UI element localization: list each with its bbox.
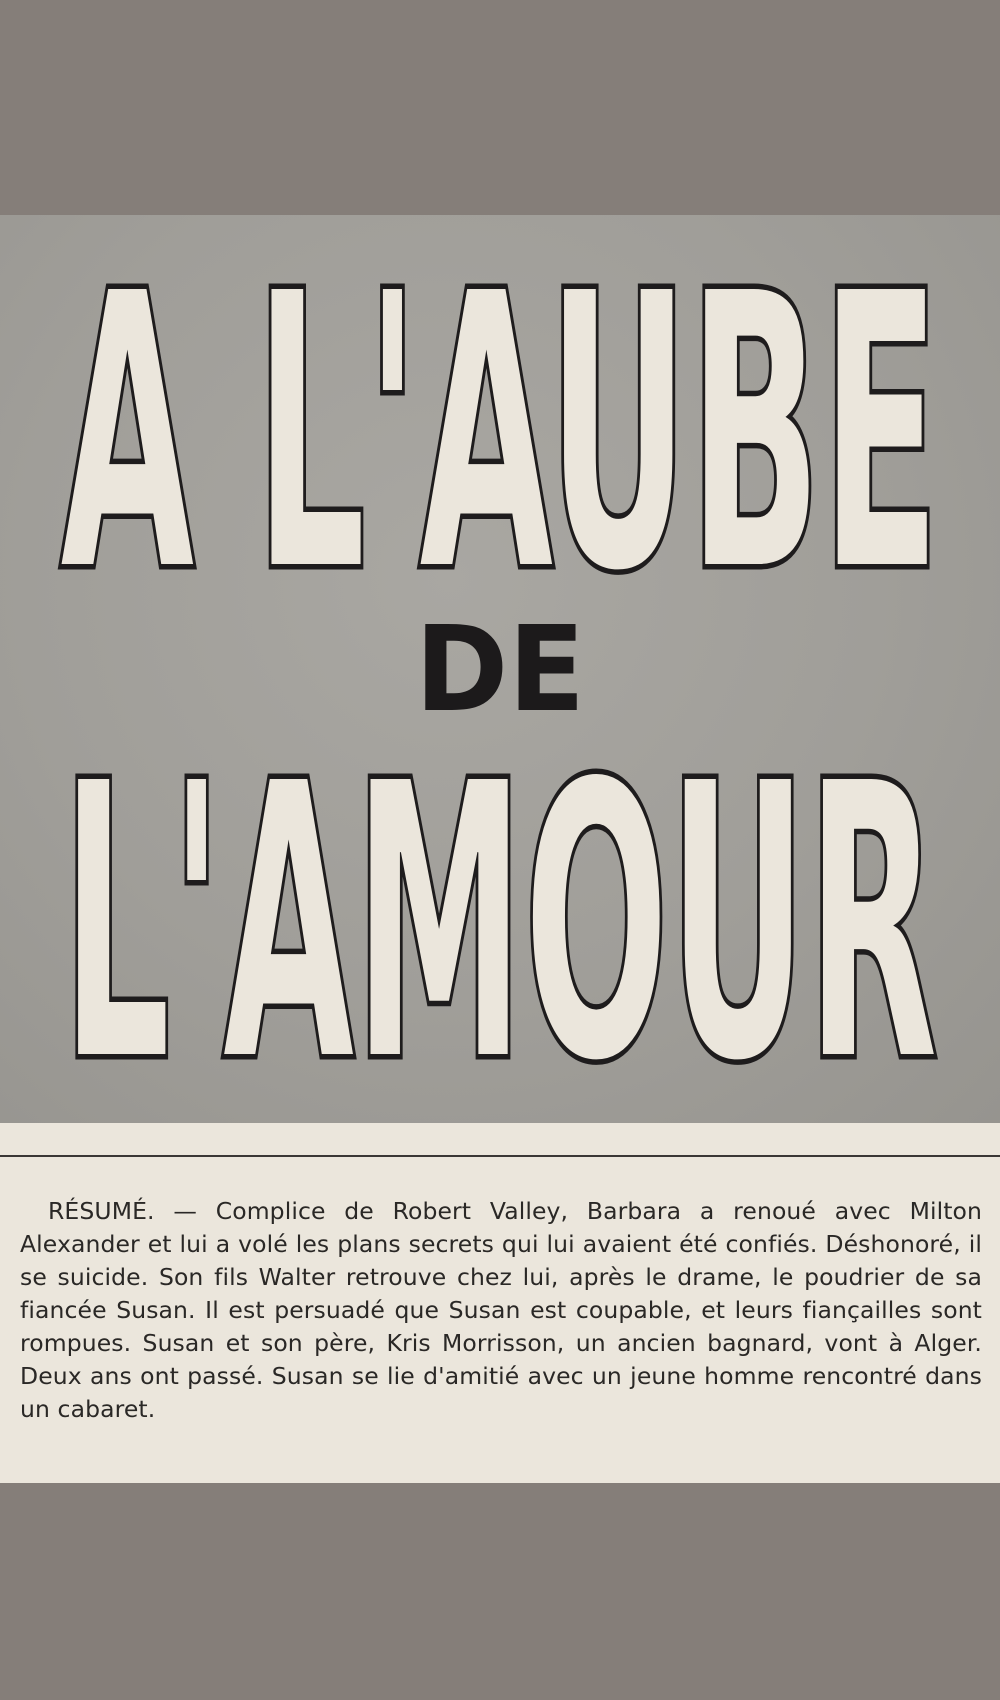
title-panel [0, 215, 1000, 1123]
summary-text: — Complice de Robert Valley, Barbara a renoué avec Milton Alexander et lui a volé les plans secrets qui lui avaient été confiés. Déshonoré, il se suicide. Son fils Walter retrouve chez lui, après le drame, le poudrier de sa fiancée Susan. Il est persuadé que Susan est coupable, et leurs fiançailles sont rompues. Susan et son père, Kris Morrisson, un ancien bagnard, vont à Alger. Deux ans ont passé. Susan se lie d'amitié avec un jeune homme rencontré dans un cabaret. [20, 1197, 982, 1423]
title-line-1: A L'AUBE [60, 215, 940, 655]
title-line-3: L'AMOUR [62, 702, 938, 1123]
summary-paragraph [20, 1195, 982, 1426]
divider-rule [0, 1155, 1000, 1157]
title-line-1-inline: A L'AUBE [60, 215, 940, 655]
title-line-2: DE [415, 600, 585, 738]
summary-label: RÉSUMÉ. [48, 1197, 155, 1225]
magazine-clipping [0, 215, 1000, 1483]
title-graphic [0, 215, 1000, 1123]
title-line-3-inline: L'AMOUR [62, 702, 938, 1123]
